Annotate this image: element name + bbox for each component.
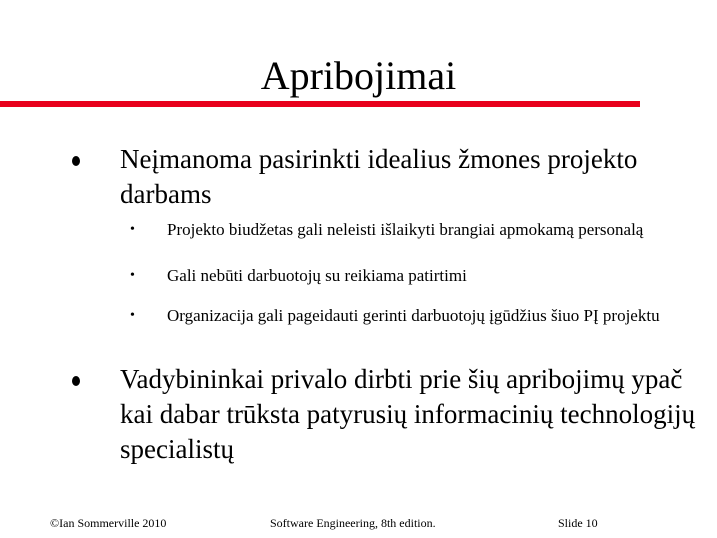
title-underline xyxy=(0,101,640,107)
footer-book: Software Engineering, 8th edition. xyxy=(270,516,436,530)
footer-copyright: ©Ian Sommerville 2010 xyxy=(50,516,167,530)
bullet-dot-icon xyxy=(72,376,80,386)
bullet-text: Neįmanoma pasirinkti idealius žmones projekto darbams xyxy=(120,144,638,209)
sub-bullet-icon: • xyxy=(130,222,135,237)
bullet-dot-icon xyxy=(72,156,80,166)
bullet-text: Vadybininkai privalo dirbti prie šių apribojimų ypač kai dabar trūksta patyrusių informacinių technologijų specialistų xyxy=(120,364,696,464)
sub-bullet-text: Organizacija gali pageidauti gerinti darbuotojų įgūdžius šiuo PĮ projektu xyxy=(167,306,660,325)
footer-slide-number: Slide 10 xyxy=(558,516,598,530)
sub-bullet-text: Projekto biudžetas gali neleisti išlaikyti brangiai apmokamą personalą xyxy=(167,220,644,239)
sub-bullet-text: Gali nebūti darbuotojų su reikiama patirtimi xyxy=(167,266,467,285)
sub-bullet-icon: • xyxy=(130,308,135,323)
sub-bullet-icon: • xyxy=(130,268,135,283)
slide-title: Apribojimai xyxy=(260,53,457,98)
